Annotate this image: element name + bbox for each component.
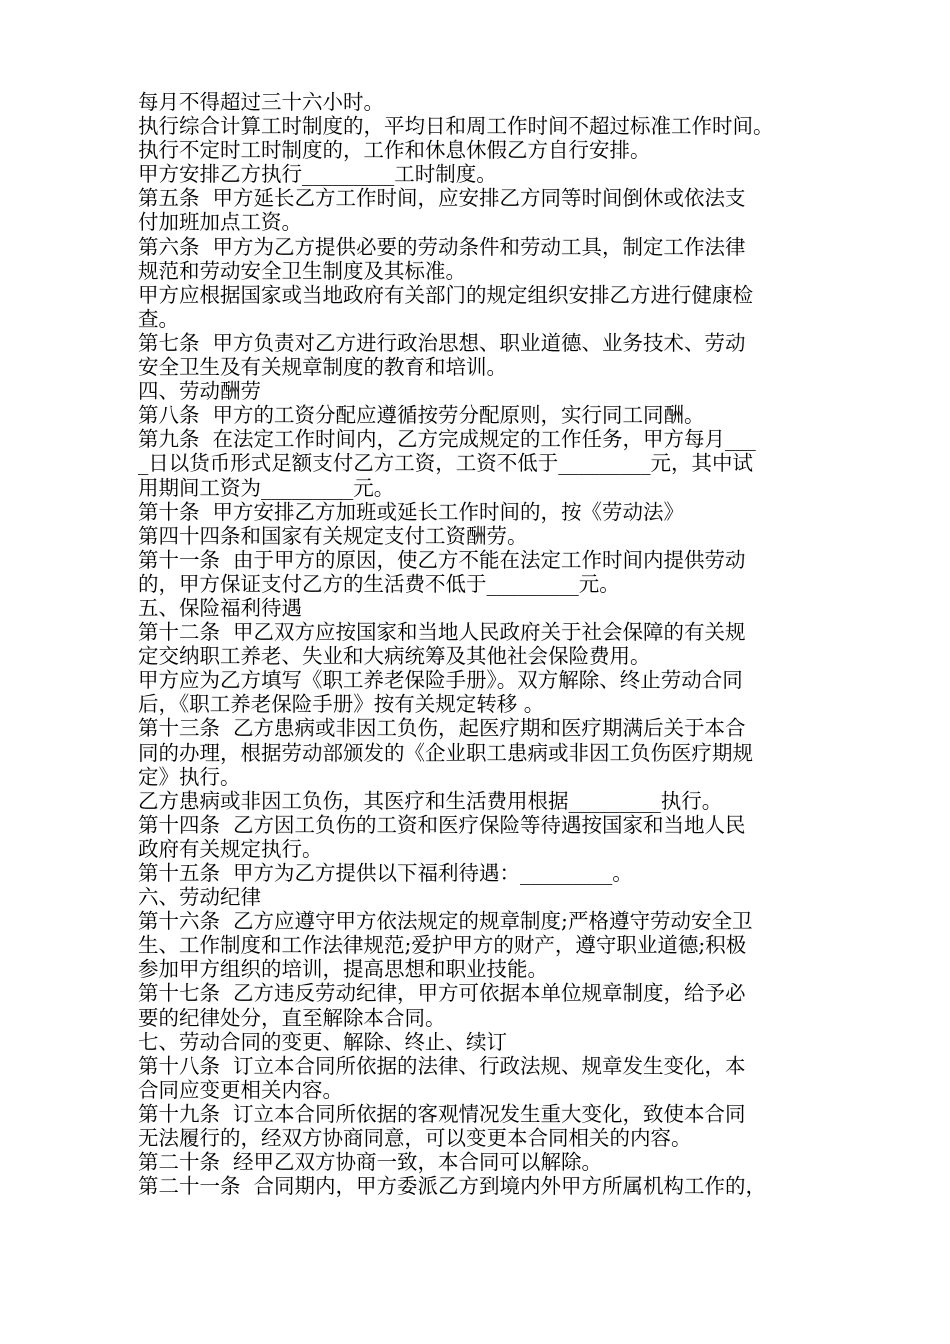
text-line: 第九条 在法定工作时间内，乙方完成规定的工作任务，甲方每月___ xyxy=(138,427,756,452)
text-line: 合同应变更相关内容。 xyxy=(138,1077,343,1102)
text-line: _日以货币形式足额支付乙方工资，工资不低于_________元，其中试 xyxy=(138,451,753,476)
text-line: 第十三条 乙方患病或非因工负伤，起医疗期和医疗期满后关于本合 xyxy=(138,716,746,741)
text-line: 第六条 甲方为乙方提供必要的劳动条件和劳动工具，制定工作法律 xyxy=(138,234,746,259)
text-line: 第八条 甲方的工资分配应遵循按劳分配原则，实行同工同酬。 xyxy=(138,403,705,428)
section-heading: 五、保险福利待遇 xyxy=(138,595,302,620)
text-line: 付加班加点工资。 xyxy=(138,210,302,235)
text-line: 规范和劳动安全卫生制度及其标准。 xyxy=(138,258,466,283)
text-line: 第二十条 经甲乙双方协商一致，本合同可以解除。 xyxy=(138,1150,603,1175)
section-heading: 六、劳动纪律 xyxy=(138,885,261,910)
text-line: 无法履行的，经双方协商同意，可以变更本合同相关的内容。 xyxy=(138,1126,692,1151)
text-line: 的，甲方保证支付乙方的生活费不低于_________元。 xyxy=(138,571,620,596)
text-line: 生、工作制度和工作法律规范;爱护甲方的财产，遵守职业道德;积极 xyxy=(138,933,747,958)
text-line: 用期间工资为_________元。 xyxy=(138,475,395,500)
text-line: 每月不得超过三十六小时。 xyxy=(138,90,384,114)
text-line: 第十二条 甲乙双方应按国家和当地人民政府关于社会保障的有关规 xyxy=(138,620,746,645)
text-line: 第十一条 由于甲方的原因，使乙方不能在法定工作时间内提供劳动 xyxy=(138,547,746,572)
text-line: 第十六条 乙方应遵守甲方依法规定的规章制度;严格遵守劳动安全卫 xyxy=(138,909,753,934)
section-heading: 四、劳动酬劳 xyxy=(138,379,261,404)
text-line: 第十九条 订立本合同所依据的客观情况发生重大变化，致使本合同 xyxy=(138,1101,746,1126)
text-line: 后，《职工养老保险手册》按有关规定转移 。 xyxy=(138,692,545,717)
text-line: 政府有关规定执行。 xyxy=(138,836,323,861)
text-line: 查。 xyxy=(138,306,179,331)
text-line: 第五条 甲方延长乙方工作时间，应安排乙方同等时间倒休或依法支 xyxy=(138,186,746,211)
text-line: 定》执行。 xyxy=(138,764,241,789)
text-line: 第十条 甲方安排乙方加班或延长工作时间的，按《劳动法》 xyxy=(138,499,685,524)
text-line: 第七条 甲方负责对乙方进行政治思想、职业道德、业务技术、劳动 xyxy=(138,330,746,355)
text-line: 同的办理，根据劳动部颁发的《企业职工患病或非因工负伤医疗期规 xyxy=(138,740,753,765)
text-line: 执行不定时工时制度的，工作和休息休假乙方自行安排。 xyxy=(138,138,651,163)
text-line: 第十八条 订立本合同所依据的法律、行政法规、规章发生变化，本 xyxy=(138,1053,746,1078)
text-line: 第四十四条和国家有关规定支付工资酬劳。 xyxy=(138,523,528,548)
document-page xyxy=(138,90,828,1198)
text-line: 第十七条 乙方违反劳动纪律，甲方可依据本单位规章制度，给予必 xyxy=(138,981,746,1006)
text-line: 定交纳职工养老、失业和大病统筹及其他社会保险费用。 xyxy=(138,644,651,669)
text-line: 甲方应为乙方填写《职工养老保险手册》。双方解除、终止劳动合同 xyxy=(138,668,743,693)
text-line: 第十五条 甲方为乙方提供以下福利待遇：_________。 xyxy=(138,861,633,885)
text-line: 乙方患病或非因工负伤，其医疗和生活费用根据_________执行。 xyxy=(138,788,723,813)
section-heading: 七、劳动合同的变更、解除、终止、续订 xyxy=(138,1029,507,1054)
text-line: 要的纪律处分，直至解除本合同。 xyxy=(138,1005,446,1030)
text-line: 参加甲方组织的培训，提高思想和职业技能。 xyxy=(138,957,548,982)
text-line: 第二十一条 合同期内，甲方委派乙方到境内外甲方所属机构工作的， xyxy=(138,1174,767,1199)
text-line: 执行综合计算工时制度的，平均日和周工作时间不超过标准工作时间。 xyxy=(138,114,774,139)
text-line: 甲方应根据国家或当地政府有关部门的规定组织安排乙方进行健康检 xyxy=(138,282,753,307)
text-line: 第十四条 乙方因工负伤的工资和医疗保险等待遇按国家和当地人民 xyxy=(138,812,746,837)
text-line: 安全卫生及有关规章制度的教育和培训。 xyxy=(138,355,507,380)
text-line: 甲方安排乙方执行_________工时制度。 xyxy=(138,162,497,187)
